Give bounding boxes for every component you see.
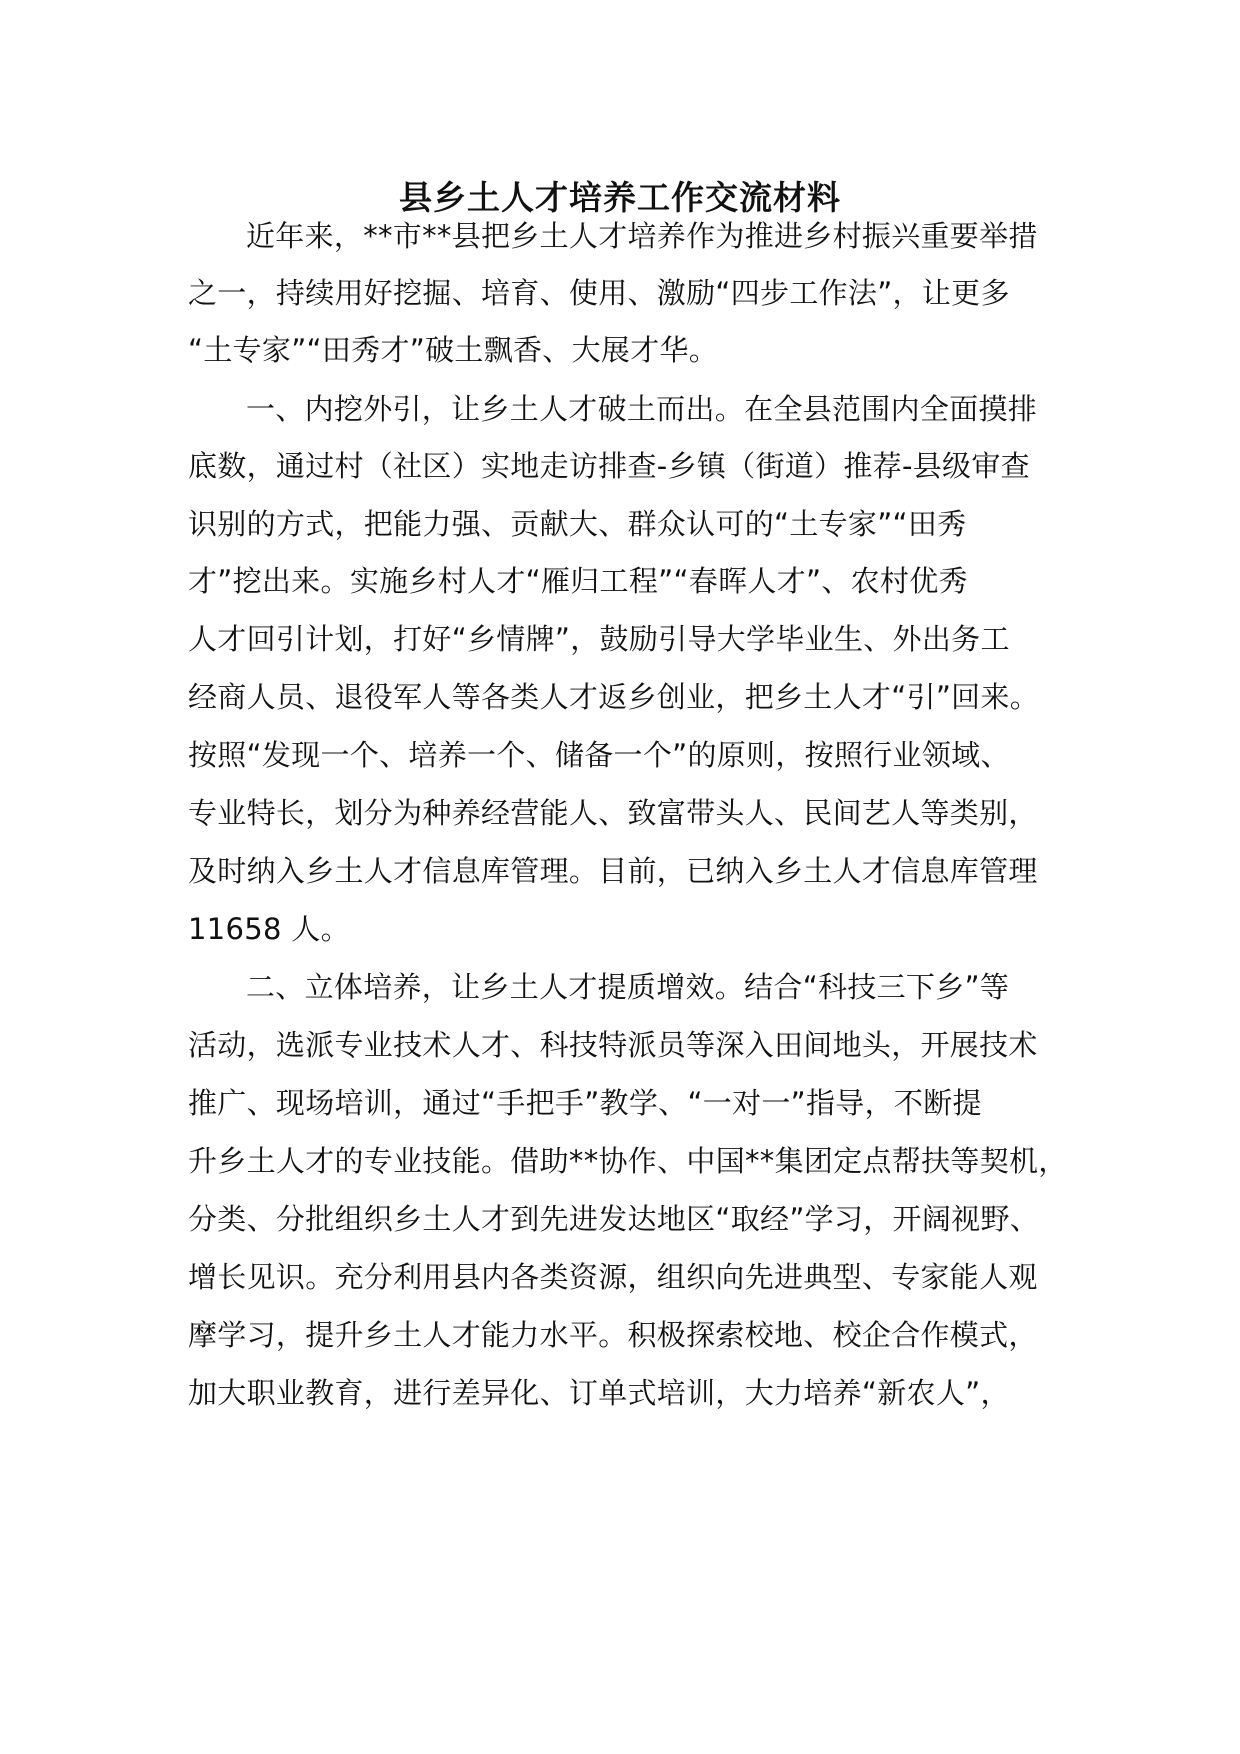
paragraph-line: 经商人员、退役军人等各类人才返乡创业，把乡土人才“引”回来。 [188,680,1040,714]
paragraph-line: 才”挖出来。实施乡村人才“雁归工程”“春晖人才”、农村优秀 [188,564,968,598]
paragraph-line: 二、立体培养，让乡土人才提质增效。结合“科技三下乡”等 [246,970,1010,1004]
paragraph-line: 推广、现场培训，通过“手把手”教学、“一对一”指导，不断提 [188,1086,982,1120]
paragraph-line: 按照“发现一个、培养一个、储备一个”的原则，按照行业领域、 [188,738,1010,772]
paragraph-line: 一、内挖外引，让乡土人才破土而出。在全县范围内全面摸排 [246,392,1038,426]
paragraph-line: 近年来，**市**县把乡土人才培养作为推进乡村振兴重要举措 [246,219,1038,253]
paragraph-line: 识别的方式，把能力强、贡献大、群众认可的“土专家”“田秀 [188,507,967,541]
paragraph-line: 摩学习，提升乡土人才能力水平。积极探索校地、校企合作模式， [188,1318,1038,1352]
paragraph-line: 加大职业教育，进行差异化、订单式培训，大力培养“新农人”， [188,1376,1010,1410]
paragraph-line: 增长见识。充分利用县内各类资源，组织向先进典型、专家能人观 [188,1260,1038,1294]
paragraph-line: 11658 人。 [188,912,350,946]
paragraph-line: 升乡土人才的专业技能。借助**协作、中国**集团定点帮扶等契机， [188,1144,1068,1178]
paragraph-line: 及时纳入乡土人才信息库管理。目前，已纳入乡土人才信息库管理 [188,854,1038,888]
paragraph-line: 人才回引计划，打好“乡情牌”，鼓励引导大学毕业生、外出务工 [188,622,1010,656]
paragraph-line: 之一，持续用好挖掘、培育、使用、激励“四步工作法”，让更多 [188,276,1010,310]
paragraph-line: “土专家”“田秀才”破土飘香、大展才华。 [188,333,719,367]
paragraph-line: 专业特长，划分为种养经营能人、致富带头人、民间艺人等类别， [188,796,1038,830]
paragraph-line: 分类、分批组织乡土人才到先进发达地区“取经”学习，开阔视野、 [188,1202,1040,1236]
document-title: 县乡土人才培养工作交流材料 [399,178,841,217]
paragraph-line: 活动，选派专业技术人才、科技特派员等深入田间地头，开展技术 [188,1028,1038,1062]
paragraph-line: 底数，通过村（社区）实地走访排查-乡镇（街道）推荐-县级审查 [188,449,1030,483]
